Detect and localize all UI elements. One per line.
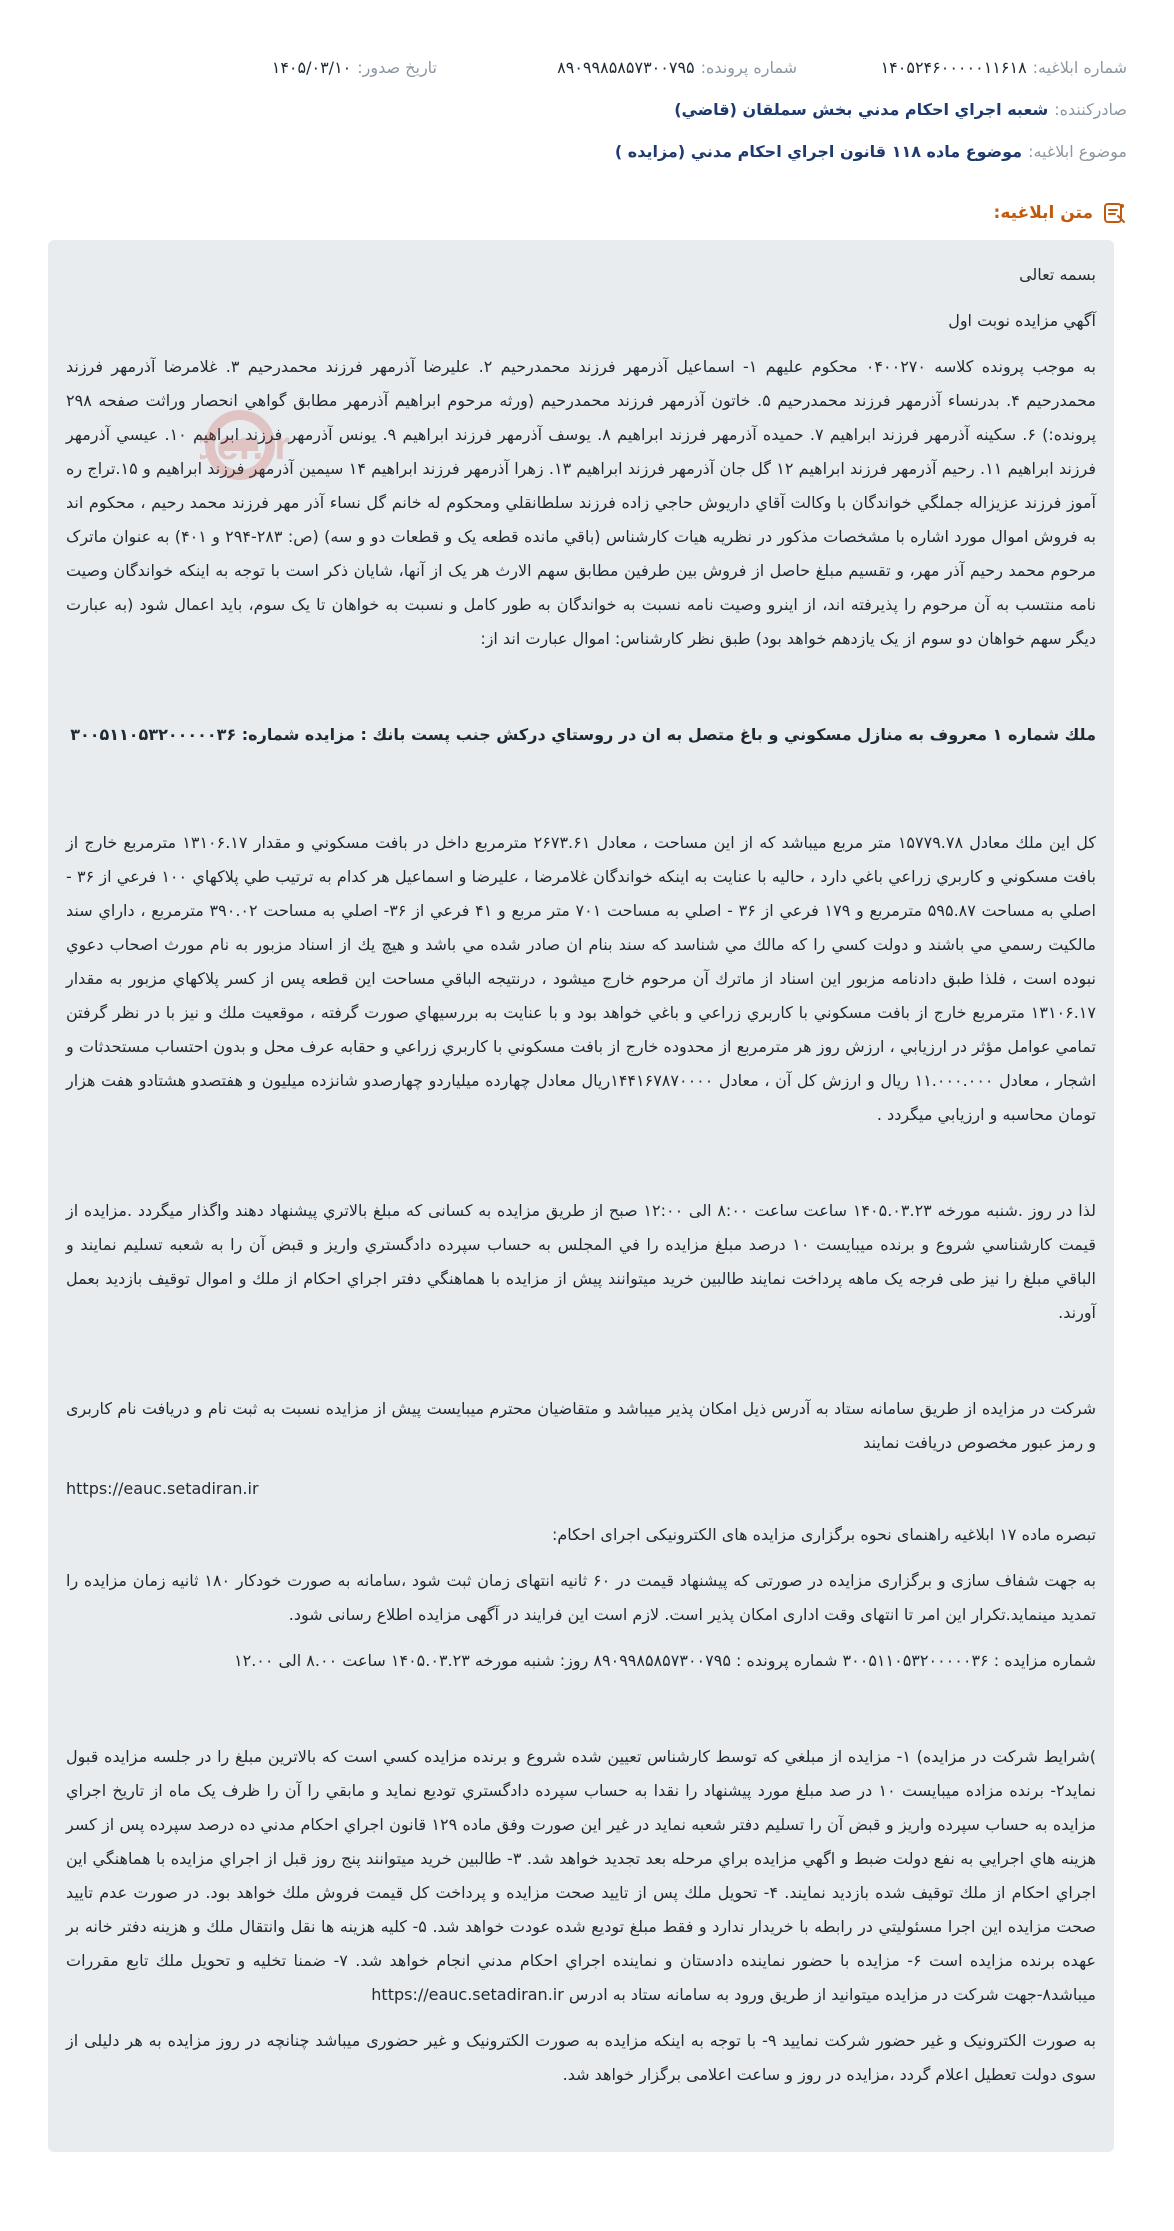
notice-number-value: ۱۴۰۵۲۴۶۰۰۰۰۰۱۱۶۱۸ xyxy=(880,58,1027,77)
case-number xyxy=(437,56,797,80)
paragraph-auction-summary: شماره مزایده : ۳۰۰۵۱۱۰۵۳۲۰۰۰۰۰۳۶ شماره پرونده : ۸۹۰۹۹۸۵۸۵۷۳۰۰۷۹۵ روز: شنبه مورخه ۱۴۰۵.۰۳.۲۳ ساعت ۸.۰۰ الی ۱۲.۰۰ xyxy=(234,1651,1096,1670)
paragraph-note-heading: تبصره ماده ۱۷ ابلاغیه راهنمای نحوه برگزاری مزایده های الکترونیکی اجرای احکام: xyxy=(552,1525,1096,1544)
issuer-value: شعبه اجراي احكام مدني بخش سملقان (قاضي) xyxy=(674,100,1049,119)
paragraph-property-title: ملك شماره ۱ معروف به منازل مسكوني و باغ متصل به ان در روستاي دركش جنب پست بانك : مزایده شماره: ۳۰۰۵۱۱۰۵۳۲۰۰۰۰۰۳۶ xyxy=(70,725,1096,744)
notice-number xyxy=(797,56,1127,80)
document-icon xyxy=(1101,200,1127,226)
paragraph-basmala: بسمه تعالی xyxy=(1019,265,1096,284)
subject-value: موضوع ماده ۱۱۸ قانون اجراي احكام مدني (مزايده ) xyxy=(614,142,1023,161)
meta-row-subject xyxy=(47,140,1127,164)
setad-url-link[interactable]: https://eauc.setadiran.ir xyxy=(66,1479,259,1498)
subject-label: موضوع ابلاغیه: xyxy=(1028,142,1127,161)
paragraph-auction-conditions: )شرايط شركت در مزايده) ۱- مزايده از مبلغي كه توسط كارشناس تعيين شده شروع و برنده مزايده كسي است كه بالاترين مبلغ را در جلسه مزايده قبول نمايد۲- برنده مزاده ميبايست ۱۰ در صد مبلغ مورد پيشنهاد را نقدا به حساب سپرده دادگستري توديع نمايد و مابقي را آن را ظرف يک ماه از تاريخ اجراي مزايده به حساب سپرده واريز و قبض آن را تسليم دفتر شعبه نمايد در غير اين صورت وفق ماده ۱۲۹ قانون اجراي احكام مدني ده درصد سپرده پس از كسر هزينه هاي اجرايي به نفع دولت ضبط و اگهي مزايده براي مرحله بعد تجديد خواهد شد. ۳- طالبين خريد ميتوانند پنج روز قبل از اجراي مزايده با هماهنگي اين اجراي احكام از ملك توقيف شده بازديد نمايند. ۴- تحويل ملك پس از تاييد صحت مزايده و پرداخت كل قيمت فروش ملك خواهد بود. در صورت عدم تاييد صحت مزايده اين اجرا مسئوليتي در رابطه با خريدار ندارد و فقط مبلغ توديع شده عودت خواهد شد. ۵- كليه هزينه ها نقل وانتقال ملك و هزينه دفتر خانه بر عهده برنده مزايده است ۶- مزايده با حضور نماينده دادستان و نماينده اجراي احكام مدني انجام خواهد شد. ۷- ضمنا تخليه و تحويل ملك تابع مقررات ميباشد۸-جهت شركت در مزايده ميتوانيد از طريق ورود به سامانه ستاد به ادرس https://eauc.setadiran.ir xyxy=(66,1747,1097,2004)
paragraph-auction-date: لذا در روز .شنبه مورخه ۱۴۰۵.۰۳.۲۳ ساعت ساعت ۸:۰۰ الی ۱۲:۰۰ صبح از طريق مزايده به كسانی كه مبلغ بالاتري پيشنهاد دهند واگذار ميگردد .مزايده از قيمت كارشناسي شروع و برنده ميبايست ۱۰ درصد مبلغ مزايده را في المجلس به حساب سپرده دادگستري واريز و قبض آن را به شعبه تسليم نمايند و الباقي مبلغ را نيز طی فرجه يک ماهه پرداخت نمايند طالبين خريد ميتوانند پيش از مزايده با هماهنگي دفتر اجراي احكام از ملك و اموال توقيف بازديد بعمل آورند. xyxy=(66,1201,1097,1322)
notice-text-heading xyxy=(994,200,1127,226)
paragraph-case-details: به موجب پرونده كلاسه ۰۴۰۰۲۷۰ محكوم عليهم ۱- اسماعیل آذرمهر فرزند محمدرحیم ۲. علیرضا آذرمهر فرزند محمدرحیم ۳. غلامرضا آذرمهر فرزند محمدرحیم ۴. بدرنساء آذرمهر فرزند محمدرحیم ۵. خاتون آذرمهر فرزند محمدرحیم (ورثه مرحوم ابراهیم آذرمهر مطابق گواهي انحصار وراثت صفحه ۲۹۸ پرونده:) ۶. سکینه آذرمهر فرزند ابراهیم ۷. حمیده آذرمهر فرزند ابراهیم ۸. یوسف آذرمهر فرزند ابراهیم ۹. یونس آذرمهر فرزند ابراهیم ۱۰. عیسي آذرمهر فرزند ابراهیم ۱۱. رحیم آذرمهر فرزند ابراهیم ۱۲ گل جان آذرمهر فرزند ابراهیم ۱۳. زهرا آذرمهر فرزند ابراهیم ۱۴ سیمین آذرمهر فرزند ابراهیم و ۱۵.تراج ره آموز فرزند عزيزاله جملگي خواندگان با وكالت آقاي داريوش حاجي زاده فرزند سلطانقلي ومحكوم له خانم گل نساء آذر مهر فرزند محمد رحيم ، محكوم اند به فروش اموال مورد اشاره با مشخصات مذكور در نظريه هيات كارشناس (باقي مانده قطعه يک و قطعات دو و سه) (ص: ۲۸۳-۲۹۴ و ۴۰۱) به عنوان ماترک مرحوم محمد رحيم آذر مهر، و تقسيم مبلغ حاصل از فروش بين طرفين مطابق سهم الارث هر يک از آنها، شايان ذكر است با توجه به اينكه خواندگان وصيت نامه منتسب به آن مرحوم را پذيرفته اند، از اينرو وصيت نامه نسبت به خواندگان به طور كامل و نسبت به خواهان تا يک سوم، بايد اعمال شود (به عبارت ديگر سهم خواهان دو سوم از يک يازدهم خواهد بود) طبق نظر كارشناس: اموال عبارت اند از: xyxy=(66,357,1097,648)
issue-date xyxy=(272,56,437,80)
paragraph-note-extension: به جهت شفاف سازی و برگزاری مزایده در صورتی که پیشنهاد قیمت در ۶۰ ثانیه انتهای زمان ثبت شود ،سامانه به صورت خودکار ۱۸۰ ثانیه زمان مزایده را تمدید مینماید.تکرار این امر تا انتهای وقت اداری امکان پذیر است. لازم است این فرایند در آگهی مزایده اطلاع رسانی شود. xyxy=(66,1571,1097,1624)
notice-text-title: متن ابلاغیه: xyxy=(993,203,1093,223)
issuer-label: صادرکننده: xyxy=(1054,100,1127,119)
issuer xyxy=(674,98,1127,122)
case-number-label: شماره پرونده: xyxy=(700,58,797,77)
subject xyxy=(615,140,1127,164)
issue-date-label: تاریخ صدور: xyxy=(357,58,437,77)
case-number-value: ۸۹۰۹۹۸۵۸۵۷۳۰۰۷۹۵ xyxy=(557,58,695,77)
meta-row-issuer xyxy=(47,98,1127,122)
paragraph-property-description: كل اين ملك معادل ۱۵۷۷۹.۷۸ متر مربع ميباشد كه از اين مساحت ، معادل ۲۶۷۳.۶۱ مترمربع داخل در بافت مسكوني و مقدار ۱۳۱۰۶.۱۷ مترمربع خارج از بافت مسكوني و كاربري زراعي باغي دارد ، حاليه با عنايت به اينكه خواندگان غلامرضا ، عليرضا و اسماعيل هر كدام به ترتيب طي پلاكهاي ۱۰۰ فرعي از ۳۶ - اصلي به مساحت ۵۹۵.۸۷ مترمربع و ۱۷۹ فرعي از ۳۶ - اصلي به مساحت ۷۰۱ متر مربع و ۴۱ فرعي از ۳۶- اصلي به مساحت ۳۹۰.۰۲ مترمربع ، داراي سند مالكيت رسمي مي باشند و دولت كسي را كه مالك مي شناسد كه سند بنام ان صادر شده مي باشد و هيچ يك از اسناد مزبور به نام مورث اصحاب دعوي نبوده است ، فلذا طبق دادنامه مزبور اين اسناد از ماترك آن مرحوم خارج ميشود ، درنتيجه الباقي مساحت اين قطعه پس از كسر پلاكهاي مزبور به مقدار ۱۳۱۰۶.۱۷ مترمربع خارج از بافت مسكوني با كاربري زراعي و باغي خواهد بود و با عنايت به بررسيهاي صورت گرفته ، موقعيت ملك و نيز با در نظر گرفتن تمامي عوامل مؤثر در ارزيابي ، ارزش روز هر مترمربع از محدوده خارج از بافت مسكوني با كاربري زراعي و حقابه عرف محل و بدون احتساب مستحدثات و اشجار ، معادل ۱۱.۰۰۰.۰۰۰ ريال و ارزش كل آن ، معادل ۱۴۴۱۶۷۸۷۰۰۰۰ريال معادل چهارده ميلياردو چهارصدو شانزده ميليون و هفتصدو هشتادو هفت هزار تومان محاسبه و ارزيابي ميگردد . xyxy=(66,833,1097,1124)
issue-date-value: ۱۴۰۵/۰۳/۱۰ xyxy=(271,58,352,77)
paragraph-setad-registration: شركت در مزايده از طريق سامانه ستاد به آدرس ذيل امكان پذير ميباشد و متقاضيان محترم ميبايست پيش از مزايده نسبت به ثبت نام و دريافت نام كاربری و رمز عبور مخصوص دريافت نمايند xyxy=(66,1399,1096,1452)
paragraph-ad-title: آگهي مزايده نوبت اول xyxy=(948,311,1096,330)
notice-content xyxy=(48,240,1114,2152)
notice-number-label: شماره ابلاغیه: xyxy=(1032,58,1127,77)
paragraph-electronic-note: به صورت الکترونیک و غیر حضور شرکت نمایید ۹- با توجه به اینکه مزایده به صورت الکترونیک و غیر حضوری میباشد چنانچه در روز مزایده به هر دلیلی از سوی دولت تعطیل اعلام گردد ،مزایده در روز و ساعت اعلامی برگزار خواهد شد. xyxy=(66,2031,1097,2084)
svg-text:tender.ir: der.ir xyxy=(200,424,290,468)
meta-row-numbers xyxy=(47,56,1127,80)
